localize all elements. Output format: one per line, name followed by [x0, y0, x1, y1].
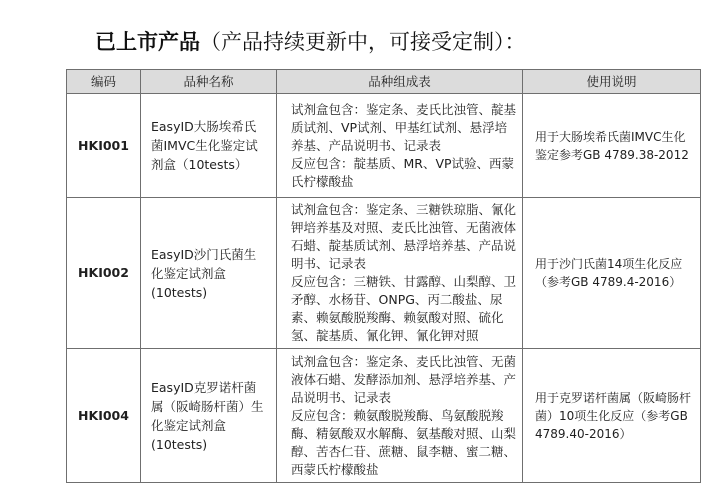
product-composition [277, 349, 523, 483]
usage-text: 用于大肠埃希氏菌IMVC生化鉴定参考GB 4789.38-2012 [535, 129, 689, 162]
product-name: EasyID大肠埃希氏菌IMVC生化鉴定试剂盒（10tests） [141, 94, 277, 198]
header-name: 品种名称 [141, 70, 277, 94]
table-row [67, 349, 701, 483]
product-code: HKI001 [67, 94, 141, 198]
composition-text: 试剂盒包含：鉴定条、麦氏比浊管、无菌液体石蜡、发酵添加剂、悬浮培养基、产品说明书、记录表 反应包含：赖氨酸脱羧酶、鸟氨酸脱羧酶、精氨酸双水解酶、氨基酸对照、山梨醇、苦杏仁苷、蔗糖、鼠李糖、蜜二糖、西蒙氏柠檬酸盐 [291, 353, 517, 477]
product-composition [277, 94, 523, 198]
table-row [67, 94, 701, 198]
product-usage [523, 349, 701, 483]
composition-text: 试剂盒包含：鉴定条、麦氏比浊管、靛基质试剂、VP试剂、甲基红试剂、悬浮培养基、产品说明书、记录表 反应包含：靛基质、MR、VP试验、西蒙氏柠檬酸盐 [291, 101, 517, 189]
composition-text: 试剂盒包含：鉴定条、三糖铁琼脂、氰化钾培养基及对照、麦氏比浊管、无菌液体石蜡、靛基质试剂、悬浮培养基、产品说明书、记录表 反应包含：三糖铁、甘露醇、山梨醇、卫矛醇、水杨苷、ONPG、丙二酸盐、尿素、赖氨酸脱羧酶、赖氨酸对照、硫化氢、靛基质、氰化钾、氰化钾对照 [291, 202, 517, 343]
product-composition [277, 198, 523, 349]
product-usage [523, 198, 701, 349]
table-row [67, 198, 701, 349]
product-name: EasyID克罗诺杆菌属（阪崎肠杆菌）生化鉴定试剂盒(10tests) [141, 349, 277, 483]
product-code: HKI002 [67, 198, 141, 349]
usage-text: 用于克罗诺杆菌属（阪崎肠杆菌）10项生化反应（参考GB 4789.40-2016） [535, 390, 692, 441]
header-usage: 使用说明 [523, 70, 701, 94]
table-header-row [67, 70, 701, 94]
product-code: HKI004 [67, 349, 141, 483]
header-composition: 品种组成表 [277, 70, 523, 94]
product-usage [523, 94, 701, 198]
page-heading [95, 26, 526, 56]
heading-subtitle: （产品持续更新中，可接受定制）： [200, 30, 526, 54]
usage-text: 用于沙门氏菌14项生化反应（参考GB 4789.4-2016） [535, 257, 683, 289]
product-table [66, 69, 701, 483]
product-name: EasyID沙门氏菌生化鉴定试剂盒(10tests) [141, 198, 277, 349]
heading-bold: 已上市产品 [95, 30, 200, 54]
header-code: 编码 [67, 70, 141, 94]
